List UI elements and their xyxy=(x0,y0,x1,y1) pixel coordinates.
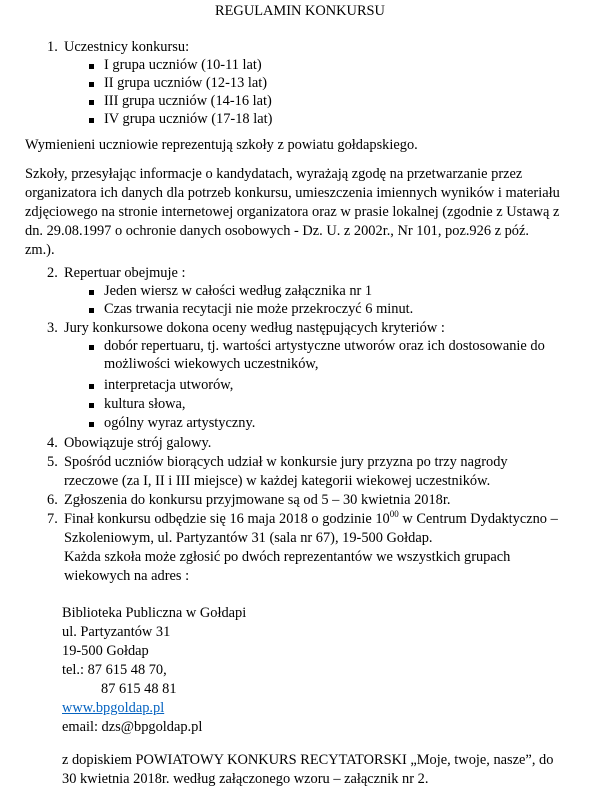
participants-paragraph: Wymienieni uczniowie reprezentują szkoły z powiatu gołdapskiego. xyxy=(25,137,418,153)
section-7-line: wiekowych na adres : xyxy=(64,568,190,584)
bullet-icon xyxy=(89,403,94,408)
section-7-line: Każda szkoła może zgłosić po dwóch reprezentantów we wszystkich grupach xyxy=(64,549,511,565)
section-2-label: Repertuar obejmuje : xyxy=(64,265,186,281)
bullet-icon xyxy=(89,100,94,105)
website-link-wrapper xyxy=(62,699,164,718)
list-item: dobór repertuaru, tj. wartości artystyczne utworów oraz ich dostosowanie do xyxy=(104,338,545,354)
paragraph-line: zm.). xyxy=(25,242,55,258)
section-4-number: 4. xyxy=(47,435,58,451)
list-item-continuation: możliwości wiekowych uczestników, xyxy=(104,356,319,372)
bullet-icon xyxy=(89,290,94,295)
closing-line: z dopiskiem POWIATOWY KONKURS RECYTATORSKI „Moje, twoje, nasze”, do xyxy=(62,752,554,768)
bullet-icon xyxy=(89,384,94,389)
section-5-line: rzeczowe (za I, II i III miejsce) w każdej kategorii wiekowej uczestników. xyxy=(64,473,491,489)
paragraph-line: organizatora ich danych dla potrzeb konkursu, umieszczenia imiennych wyników i materiału xyxy=(25,185,560,201)
paragraph-line: zdjęciowego na stronie internetowej organizatora oraz w prasie lokalnej (zgodnie z Ustawą z xyxy=(25,204,560,220)
section-1-number: 1. xyxy=(47,39,58,55)
document-page: REGULAMIN KONKURSU 1. Uczestnicy konkursu: I grupa uczniów (10-11 lat) II grupa uczniów (12-13 lat) III grupa uczniów (14-16 lat) IV grupa uczniów (17-18 lat) Wymienieni uczniowie reprezentują szkoły z powiatu gołdapskiego. Szkoły, przesyłając informacje o kandydatach, wyrażają zgodę na przetwarzanie przez organizatora ich danych dla potrzeb konkursu, umieszczenia imiennych wyników i materiału zdjęciowego na stronie internetowej organizatora oraz w prasie lokalnej (zgodnie z Ustawą z dn. 29.08.1997 o ochronie danych osobowych - Dz. U. z 2002r., Nr 101, poz.926 z póź. zm.). 2. Repertuar obejmuje : Jeden wiersz w całości według załącznika nr 1 Czas trwania recytacji nie może przekroczyć 6 minut. 3. Jury konkursowe dokona oceny według następujących kryteriów : dobór repertuaru, tj. wartości artystyczne utworów oraz ich dostosowanie do możliwości wiekowych uczestników, interpretacja utworów, kultura słowa, ogólny wyraz artystyczny. 4. Obowiązuje strój galowy. 5. Spośród uczniów biorących udział w konkursie jury przyzna po trzy nagrody rzeczowe (za I, II i III miejsce) w każdej kategorii wiekowej uczestników. 6. Zgłoszenia do konkursu przyjmowane są od 5 – 30 kwietnia 2018r. 7. Finał konkursu odbędzie się 16 maja 2018 o godzinie $10^{00}$ w Centrum Dydaktyczno – Szkoleniowym, ul. Partyzantów 31 (sala nr 67), 19-500 Gołdap. Każda szkoła może zgłosić po dwóch reprezentantów we wszystkich grupach wiekowych na adres : Biblioteka Publiczna w Gołdapi ul. Partyzantów 31 19-500 Gołdap tel.: 87 615 48 70, 87 615 48 81 www.bpgoldap.pl email: dzs@bpgoldap.pl z dopiskiem POWIATOWY KONKURS RECYTATORSKI „Moje, twoje, nasze”, do 30 kwietnia 2018r. według załączonego wzoru – załącznik nr 2. xyxy=(0,0,600,803)
closing-line: 30 kwietnia 2018r. według załączonego wzoru – załącznik nr 2. xyxy=(62,771,429,787)
address-phone-2: 87 615 48 81 xyxy=(101,681,177,697)
section-6-label: Zgłoszenia do konkursu przyjmowane są od 5 – 30 kwietnia 2018r. xyxy=(64,492,451,508)
paragraph-line: Szkoły, przesyłając informacje o kandydatach, wyrażają zgodę na przetwarzanie przez xyxy=(25,166,523,182)
bullet-icon xyxy=(89,308,94,313)
section-2-number: 2. xyxy=(47,265,58,281)
list-item: Czas trwania recytacji nie może przekroczyć 6 minut. xyxy=(104,301,414,317)
bullet-icon xyxy=(89,118,94,123)
section-7-line: Finał konkursu odbędzie się 16 maja 2018 o godzinie $10^{00}$ w Centrum Dydaktyczno – xyxy=(64,509,558,527)
section-1-label: Uczestnicy konkursu: xyxy=(64,39,190,55)
list-item: kultura słowa, xyxy=(104,396,186,412)
section-3-label: Jury konkursowe dokona oceny według następujących kryteriów : xyxy=(64,320,445,336)
document-title: REGULAMIN KONKURSU xyxy=(215,3,385,19)
section-5-number: 5. xyxy=(47,454,58,470)
bullet-icon xyxy=(89,64,94,69)
website-link[interactable]: www.bpgoldap.pl xyxy=(62,700,165,716)
list-item: ogólny wyraz artystyczny. xyxy=(104,415,256,431)
bullet-icon xyxy=(89,345,94,350)
bullet-icon xyxy=(89,422,94,427)
address-name: Biblioteka Publiczna w Gołdapi xyxy=(62,605,247,621)
address-email: email: dzs@bpgoldap.pl xyxy=(62,719,203,735)
section-7-line: Szkoleniowym, ul. Partyzantów 31 (sala nr 67), 19-500 Gołdap. xyxy=(64,530,433,546)
list-item: interpretacja utworów, xyxy=(104,377,234,393)
section-6-number: 6. xyxy=(47,492,58,508)
section-5-line: Spośród uczniów biorących udział w konkursie jury przyzna po trzy nagrody xyxy=(64,454,508,470)
paragraph-line: dn. 29.08.1997 o ochronie danych osobowych - Dz. U. z 2002r., Nr 101, poz.926 z póź. xyxy=(25,223,529,239)
bullet-icon xyxy=(89,82,94,87)
address-city: 19-500 Gołdap xyxy=(62,643,149,659)
address-phone: tel.: 87 615 48 70, xyxy=(62,662,167,678)
address-street: ul. Partyzantów 31 xyxy=(62,624,171,640)
list-item: Jeden wiersz w całości według załącznika nr 1 xyxy=(104,283,373,299)
section-3-number: 3. xyxy=(47,320,58,336)
section-4-label: Obowiązuje strój galowy. xyxy=(64,435,212,451)
section-7-number: 7. xyxy=(47,511,58,527)
